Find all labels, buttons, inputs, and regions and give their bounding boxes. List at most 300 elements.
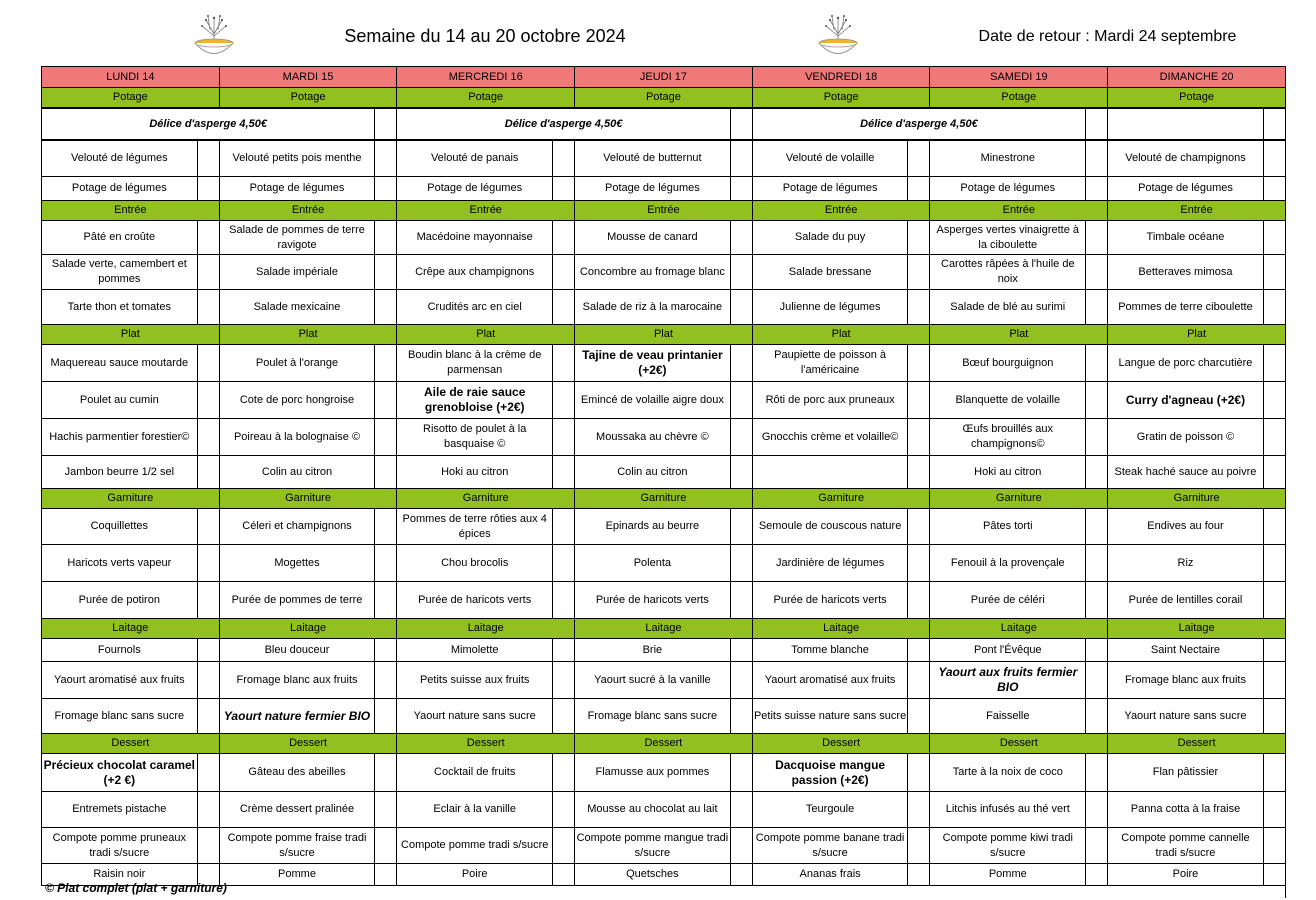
spacer-cell [1086, 864, 1108, 886]
spacer-cell [197, 699, 219, 734]
dish-cell: Cocktail de fruits [397, 754, 553, 792]
spacer-cell [908, 177, 930, 201]
day-header: DIMANCHE 20 [1108, 67, 1286, 88]
section-header: Potage [930, 88, 1108, 109]
spacer-cell [197, 419, 219, 456]
dish-cell: Fromage blanc sans sucre [575, 699, 731, 734]
dish-cell: Blanquette de volaille [930, 382, 1086, 419]
dish-cell: Pommes de terre rôties aux 4 épices [397, 509, 553, 545]
spacer-cell [375, 345, 397, 382]
dish-cell: Hachis parmentier forestier© [42, 419, 198, 456]
section-header: Dessert [42, 734, 220, 754]
special-dish: Délice d'asperge 4,50€ [752, 108, 1085, 140]
dish-cell: Yaourt aromatisé aux fruits [42, 662, 198, 699]
section-header: Laitage [397, 619, 575, 639]
dish-cell: Mousse au chocolat au lait [575, 792, 731, 828]
spacer-cell [375, 792, 397, 828]
dish-cell: Risotto de poulet à la basquaise © [397, 419, 553, 456]
spacer-cell [375, 382, 397, 419]
section-header: Laitage [1108, 619, 1286, 639]
spacer-cell [553, 419, 575, 456]
dish-cell: Moussaka au chèvre © [575, 419, 731, 456]
dish-cell: Potage de légumes [1108, 177, 1264, 201]
dish-row [42, 509, 1286, 545]
dish-cell: Fromage blanc sans sucre [42, 699, 198, 734]
dish-cell: Pont l'Évêque [930, 639, 1086, 662]
dish-cell: Emincé de volaille aigre doux [575, 382, 731, 419]
dish-cell: Crudités arc en ciel [397, 290, 553, 325]
dish-cell: Yaourt nature fermier BIO [219, 699, 375, 734]
special-dish: Délice d'asperge 4,50€ [397, 108, 730, 140]
dish-cell: Coquillettes [42, 509, 198, 545]
dish-cell: Dacquoise mangue passion (+2€) [752, 754, 908, 792]
dish-cell: Panna cotta à la fraise [1108, 792, 1264, 828]
dish-cell: Hoki au citron [397, 456, 553, 489]
section-header: Potage [752, 88, 930, 109]
dish-cell: Purée de haricots verts [752, 582, 908, 619]
dish-cell: Colin au citron [575, 456, 731, 489]
section-header: Plat [1108, 325, 1286, 345]
dish-row [42, 582, 1286, 619]
spacer-cell [1086, 699, 1108, 734]
dish-row [42, 864, 1286, 886]
dish-cell: Chou brocolis [397, 545, 553, 582]
spacer-cell [908, 221, 930, 255]
dish-cell: Compote pomme fraise tradi s/sucre [219, 828, 375, 864]
dish-cell: Teurgoule [752, 792, 908, 828]
spacer-cell [375, 699, 397, 734]
dish-cell: Gâteau des abeilles [219, 754, 375, 792]
page-edge-mark [1285, 882, 1286, 898]
dish-cell: Riz [1108, 545, 1264, 582]
dish-cell: Bœuf bourguignon [930, 345, 1086, 382]
dish-cell: Crêpe aux champignons [397, 255, 553, 290]
section-header: Plat [42, 325, 220, 345]
dish-cell: Salade de pommes de terre ravigote [219, 221, 375, 255]
spacer-cell [730, 699, 752, 734]
dish-cell: Haricots verts vapeur [42, 545, 198, 582]
spacer-cell [730, 345, 752, 382]
section-header: Laitage [752, 619, 930, 639]
dish-cell: Poulet au cumin [42, 382, 198, 419]
spacer-cell [1086, 792, 1108, 828]
spacer-cell [1263, 754, 1285, 792]
spacer-cell [553, 662, 575, 699]
dish-cell: Gnocchis crème et volaille© [752, 419, 908, 456]
dish-row [42, 177, 1286, 201]
dish-cell: Fromage blanc aux fruits [219, 662, 375, 699]
spacer-cell [553, 456, 575, 489]
section-header-row [42, 88, 1286, 109]
spacer-cell [553, 792, 575, 828]
spacer-cell [908, 255, 930, 290]
spacer-cell [1263, 639, 1285, 662]
spacer-cell [1263, 345, 1285, 382]
spacer-cell [375, 828, 397, 864]
dish-cell: Pommes de terre ciboulette [1108, 290, 1264, 325]
dish-cell: Purée de pommes de terre [219, 582, 375, 619]
dish-cell: Fournols [42, 639, 198, 662]
spacer-cell [553, 345, 575, 382]
spacer-cell [908, 545, 930, 582]
spacer-cell [1086, 639, 1108, 662]
spacer-cell [553, 509, 575, 545]
dish-row [42, 639, 1286, 662]
spacer-cell [375, 639, 397, 662]
dish-cell: Tarte thon et tomates [42, 290, 198, 325]
section-header: Plat [575, 325, 753, 345]
dish-cell: Langue de porc charcutière [1108, 345, 1264, 382]
spacer-cell [197, 456, 219, 489]
dish-row [42, 456, 1286, 489]
return-date: Date de retour : Mardi 24 septembre [978, 28, 1237, 45]
dish-cell: Concombre au fromage blanc [575, 255, 731, 290]
dish-cell: Aile de raie sauce grenobloise (+2€) [397, 382, 553, 419]
section-header: Entrée [752, 201, 930, 221]
spacer-cell [730, 754, 752, 792]
dish-cell: Pâtes torti [930, 509, 1086, 545]
dish-row [42, 221, 1286, 255]
spacer-cell [375, 177, 397, 201]
spacer-cell [197, 345, 219, 382]
day-header: VENDREDI 18 [752, 67, 930, 88]
spacer-cell [908, 864, 930, 886]
spacer-cell [197, 255, 219, 290]
dish-cell: Yaourt nature sans sucre [397, 699, 553, 734]
spacer-cell [730, 108, 752, 140]
dish-cell: Velouté de volaille [752, 140, 908, 177]
spacer-cell [1263, 177, 1285, 201]
spacer-cell [1263, 221, 1285, 255]
dish-cell: Jardinière de légumes [752, 545, 908, 582]
spacer-cell [1086, 754, 1108, 792]
spacer-cell [197, 509, 219, 545]
dish-cell: Compote pomme tradi s/sucre [397, 828, 553, 864]
spacer-cell [1263, 582, 1285, 619]
spacer-cell [730, 255, 752, 290]
spacer-cell [908, 140, 930, 177]
section-header: Potage [575, 88, 753, 109]
section-header: Laitage [575, 619, 753, 639]
dish-cell: Velouté de butternut [575, 140, 731, 177]
spacer-cell [730, 382, 752, 419]
section-header: Plat [752, 325, 930, 345]
spacer-cell [1263, 290, 1285, 325]
spacer-cell [1263, 864, 1285, 886]
section-header-row [42, 619, 1286, 639]
dish-cell: Salade verte, camembert et pommes [42, 255, 198, 290]
spacer-cell [730, 419, 752, 456]
spacer-cell [1086, 345, 1108, 382]
dish-cell: Œufs brouillés aux champignons© [930, 419, 1086, 456]
section-header: Garniture [575, 489, 753, 509]
spacer-cell [730, 828, 752, 864]
day-header: SAMEDI 19 [930, 67, 1108, 88]
spacer-cell [197, 792, 219, 828]
dish-cell: Salade mexicaine [219, 290, 375, 325]
spacer-cell [908, 456, 930, 489]
spacer-cell [553, 545, 575, 582]
section-header: Entrée [219, 201, 397, 221]
dish-cell: Purée de céléri [930, 582, 1086, 619]
dish-row [42, 419, 1286, 456]
section-header: Garniture [1108, 489, 1286, 509]
section-header: Entrée [575, 201, 753, 221]
dish-row [42, 382, 1286, 419]
dish-cell: Minestrone [930, 140, 1086, 177]
spacer-cell [908, 382, 930, 419]
spacer-cell [908, 699, 930, 734]
spacer-cell [730, 509, 752, 545]
dish-row [42, 255, 1286, 290]
spacer-cell [730, 140, 752, 177]
section-header: Laitage [930, 619, 1108, 639]
spacer-cell [375, 662, 397, 699]
section-header: Entrée [930, 201, 1108, 221]
spacer-cell [1263, 419, 1285, 456]
spacer-cell [908, 509, 930, 545]
section-header: Plat [397, 325, 575, 345]
dish-cell: Potage de légumes [930, 177, 1086, 201]
dish-cell: Mousse de canard [575, 221, 731, 255]
spacer-cell [1086, 221, 1108, 255]
spacer-cell [908, 639, 930, 662]
dish-cell: Compote pomme banane tradi s/sucre [752, 828, 908, 864]
section-header: Dessert [397, 734, 575, 754]
spacer-cell [730, 792, 752, 828]
dish-cell: Timbale océane [1108, 221, 1264, 255]
spacer-cell [553, 382, 575, 419]
section-header: Dessert [575, 734, 753, 754]
special-row [42, 108, 1286, 140]
section-header: Potage [42, 88, 220, 109]
spacer-cell [553, 864, 575, 886]
spacer-cell [553, 140, 575, 177]
dish-cell: Rôti de porc aux pruneaux [752, 382, 908, 419]
dish-cell: Compote pomme cannelle tradi s/sucre [1108, 828, 1264, 864]
dish-cell: Tomme blanche [752, 639, 908, 662]
dish-cell: Colin au citron [219, 456, 375, 489]
dish-cell: Raisin noir [42, 864, 198, 886]
page-title: Semaine du 14 au 20 octobre 2024 [344, 26, 626, 46]
spacer-cell [375, 255, 397, 290]
dish-cell: Salade impériale [219, 255, 375, 290]
dish-cell: Salade de riz à la marocaine [575, 290, 731, 325]
section-header: Dessert [1108, 734, 1286, 754]
dish-row [42, 545, 1286, 582]
spacer-cell [1263, 108, 1285, 140]
spacer-cell [553, 582, 575, 619]
dish-cell: Yaourt aromatisé aux fruits [752, 662, 908, 699]
dish-cell: Velouté petits pois menthe [219, 140, 375, 177]
spacer-cell [730, 221, 752, 255]
dish-cell: Salade bressane [752, 255, 908, 290]
dish-row [42, 662, 1286, 699]
spacer-cell [1086, 382, 1108, 419]
dish-cell: Yaourt sucré à la vanille [575, 662, 731, 699]
spacer-cell [730, 864, 752, 886]
dish-cell: Jambon beurre 1/2 sel [42, 456, 198, 489]
dish-cell: Précieux chocolat caramel (+2 €) [42, 754, 198, 792]
spacer-cell [908, 345, 930, 382]
dish-cell: Céleri et champignons [219, 509, 375, 545]
spacer-cell [1086, 828, 1108, 864]
spacer-cell [375, 545, 397, 582]
spacer-cell [375, 864, 397, 886]
spacer-cell [1086, 108, 1108, 140]
dish-cell: Tarte à la noix de coco [930, 754, 1086, 792]
spacer-cell [908, 828, 930, 864]
spacer-cell [730, 545, 752, 582]
section-header: Garniture [752, 489, 930, 509]
dish-cell: Flamusse aux pommes [575, 754, 731, 792]
dish-cell: Carottes râpées à l'huile de noix [930, 255, 1086, 290]
dish-cell: Compote pomme kiwi tradi s/sucre [930, 828, 1086, 864]
dish-cell: Boudin blanc à la crème de parmensan [397, 345, 553, 382]
dish-cell: Tajine de veau printanier (+2€) [575, 345, 731, 382]
dish-cell: Purée de potiron [42, 582, 198, 619]
dish-cell: Compote pomme mangue tradi s/sucre [575, 828, 731, 864]
spacer-cell [1263, 545, 1285, 582]
section-header: Dessert [930, 734, 1108, 754]
dish-cell: Poulet à l'orange [219, 345, 375, 382]
spacer-cell [730, 662, 752, 699]
dish-cell: Brie [575, 639, 731, 662]
spacer-cell [197, 382, 219, 419]
spacer-cell [375, 290, 397, 325]
dish-cell: Betteraves mimosa [1108, 255, 1264, 290]
dish-cell: Potage de légumes [575, 177, 731, 201]
spacer-cell [375, 509, 397, 545]
dish-cell: Fromage blanc aux fruits [1108, 662, 1264, 699]
dish-cell: Semoule de couscous nature [752, 509, 908, 545]
spacer-cell [1263, 662, 1285, 699]
dish-cell: Faisselle [930, 699, 1086, 734]
spacer-cell [553, 828, 575, 864]
dish-cell: Gratin de poisson © [1108, 419, 1264, 456]
soup-bowl-icon [812, 10, 864, 62]
dish-cell: Litchis infusés au thé vert [930, 792, 1086, 828]
dish-row [42, 345, 1286, 382]
spacer-cell [197, 662, 219, 699]
dish-cell: Endives au four [1108, 509, 1264, 545]
dish-cell: Velouté de panais [397, 140, 553, 177]
dish-cell: Crème dessert pralinée [219, 792, 375, 828]
spacer-cell [1263, 140, 1285, 177]
dish-cell: Velouté de légumes [42, 140, 198, 177]
dish-cell: Petits suisse nature sans sucre [752, 699, 908, 734]
dish-cell: Potage de légumes [397, 177, 553, 201]
section-header: Plat [930, 325, 1108, 345]
dish-cell: Julienne de légumes [752, 290, 908, 325]
spacer-cell [1263, 699, 1285, 734]
spacer-cell [197, 177, 219, 201]
spacer-cell [908, 662, 930, 699]
spacer-cell [908, 582, 930, 619]
spacer-cell [1086, 419, 1108, 456]
spacer-cell [908, 290, 930, 325]
dish-cell: Macédoine mayonnaise [397, 221, 553, 255]
spacer-cell [1086, 290, 1108, 325]
section-header: Potage [1108, 88, 1286, 109]
section-header: Potage [219, 88, 397, 109]
dish-cell: Poire [1108, 864, 1264, 886]
dish-cell: Bleu douceur [219, 639, 375, 662]
dish-cell: Pomme [930, 864, 1086, 886]
section-header: Laitage [42, 619, 220, 639]
section-header: Garniture [930, 489, 1108, 509]
dish-cell: Hoki au citron [930, 456, 1086, 489]
section-header: Dessert [752, 734, 930, 754]
spacer-cell [1263, 456, 1285, 489]
spacer-cell [1086, 255, 1108, 290]
dish-cell: Ananas frais [752, 864, 908, 886]
section-header: Dessert [219, 734, 397, 754]
dish-row [42, 828, 1286, 864]
dish-cell: Purée de lentilles corail [1108, 582, 1264, 619]
dish-cell: Salade du puy [752, 221, 908, 255]
spacer-cell [730, 177, 752, 201]
section-header-row [42, 734, 1286, 754]
section-header: Garniture [397, 489, 575, 509]
spacer-cell [1263, 382, 1285, 419]
section-header: Garniture [42, 489, 220, 509]
dish-cell: Entremets pistache [42, 792, 198, 828]
spacer-cell [197, 221, 219, 255]
dish-cell: Saint Nectaire [1108, 639, 1264, 662]
special-empty [1108, 108, 1264, 140]
dish-cell: Purée de haricots verts [397, 582, 553, 619]
spacer-cell [197, 754, 219, 792]
dish-row [42, 290, 1286, 325]
dish-cell: Cote de porc hongroise [219, 382, 375, 419]
dish-cell: Yaourt nature sans sucre [1108, 699, 1264, 734]
section-header: Plat [219, 325, 397, 345]
weekly-menu-table [41, 66, 1286, 886]
spacer-cell [197, 290, 219, 325]
spacer-cell [375, 419, 397, 456]
dish-row [42, 140, 1286, 177]
spacer-cell [375, 140, 397, 177]
dish-cell: Maquereau sauce moutarde [42, 345, 198, 382]
spacer-cell [730, 582, 752, 619]
day-header: MERCREDI 16 [397, 67, 575, 88]
spacer-cell [553, 255, 575, 290]
spacer-cell [197, 140, 219, 177]
section-header-row [42, 201, 1286, 221]
spacer-cell [375, 754, 397, 792]
dish-cell: Velouté de champignons [1108, 140, 1264, 177]
dish-cell: Epinards au beurre [575, 509, 731, 545]
section-header: Garniture [219, 489, 397, 509]
dish-cell: Yaourt aux fruits fermier BIO [930, 662, 1086, 699]
spacer-cell [1086, 582, 1108, 619]
spacer-cell [1086, 545, 1108, 582]
spacer-cell [730, 456, 752, 489]
footnote: © Plat complet (plat + garniture) [45, 881, 227, 895]
dish-cell: Salade de blé au surimi [930, 290, 1086, 325]
section-header: Potage [397, 88, 575, 109]
dish-cell: Potage de légumes [219, 177, 375, 201]
dish-cell: Flan pâtissier [1108, 754, 1264, 792]
spacer-cell [1263, 509, 1285, 545]
day-header-row [42, 67, 1286, 88]
section-header: Entrée [397, 201, 575, 221]
spacer-cell [1263, 255, 1285, 290]
spacer-cell [1086, 140, 1108, 177]
dish-cell: Mimolette [397, 639, 553, 662]
dish-cell: Purée de haricots verts [575, 582, 731, 619]
